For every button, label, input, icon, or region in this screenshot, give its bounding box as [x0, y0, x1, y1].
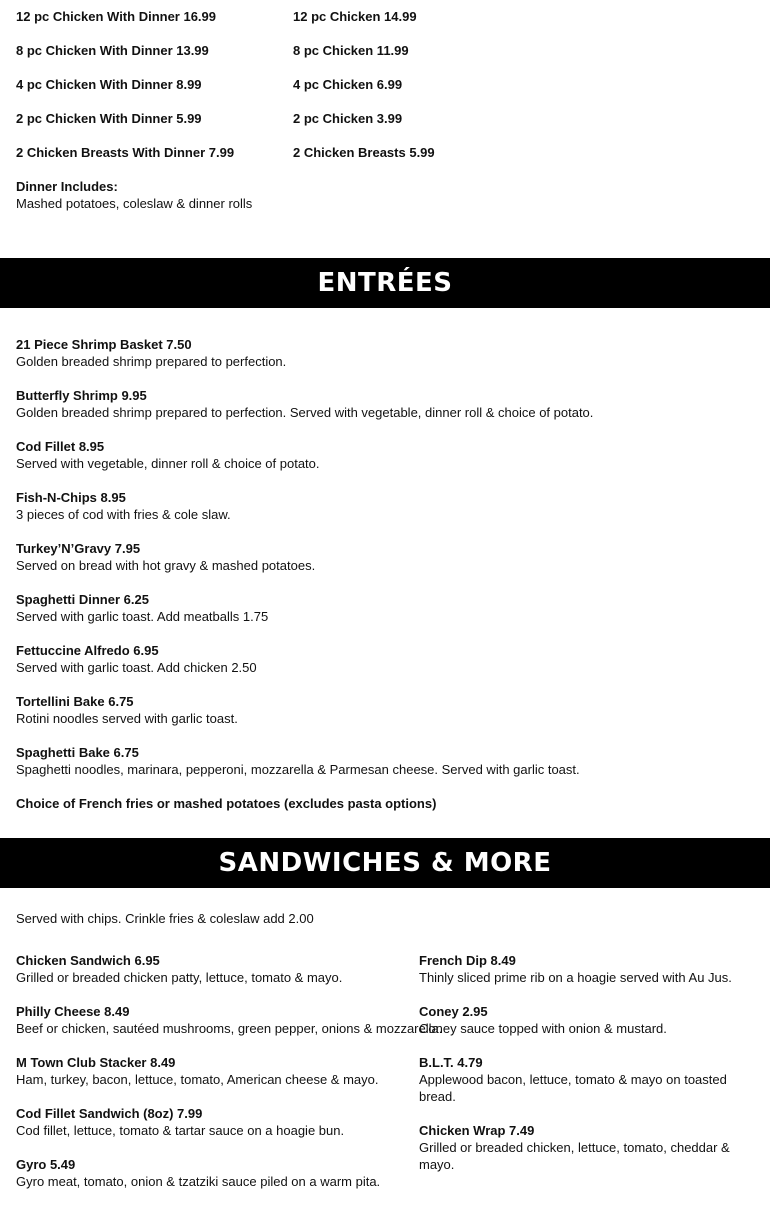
- item-title: Spaghetti Bake 6.75: [16, 745, 139, 760]
- item-title: M Town Club Stacker 8.49: [16, 1055, 176, 1070]
- item-description: Beef or chicken, sautéed mushrooms, green pepper, onions & mozzarella.: [16, 1021, 443, 1036]
- item-title: Butterfly Shrimp 9.95: [16, 388, 147, 403]
- dinner-includes-label: Dinner Includes:: [16, 179, 118, 194]
- menu-item: [293, 144, 543, 178]
- item-title: 2 Chicken Breasts With Dinner 7.99: [16, 145, 235, 160]
- item-description: Spaghetti noodles, marinara, pepperoni, mozzarella & Parmesan cheese. Served with garlic toast.: [16, 762, 580, 777]
- menu-item: [16, 489, 756, 540]
- menu-item: [419, 1122, 759, 1173]
- item-description: Golden breaded shrimp prepared to perfection.: [16, 354, 287, 369]
- menu-item: [293, 110, 543, 144]
- menu-item: [16, 1003, 486, 1054]
- menu-item: [16, 952, 486, 1003]
- dinner-includes-text: Mashed potatoes, coleslaw & dinner rolls: [16, 196, 253, 211]
- menu-item: [419, 1003, 759, 1037]
- item-title: 4 pc Chicken With Dinner 8.99: [16, 77, 202, 92]
- menu-item: [16, 591, 756, 642]
- menu-item: [16, 744, 756, 795]
- item-title: Cod Fillet 8.95: [16, 439, 105, 454]
- item-title: Chicken Sandwich 6.95: [16, 953, 160, 968]
- item-title: 21 Piece Shrimp Basket 7.50: [16, 337, 192, 352]
- item-title: Coney 2.95: [419, 1004, 488, 1019]
- item-description: Golden breaded shrimp prepared to perfection. Served with vegetable, dinner roll & choice of potato.: [16, 405, 594, 420]
- menu-item: [16, 144, 266, 178]
- menu-item: [419, 1054, 759, 1105]
- menu-item: [16, 1054, 486, 1105]
- item-title: Cod Fillet Sandwich (8oz) 7.99: [16, 1106, 203, 1121]
- item-title: 8 pc Chicken With Dinner 13.99: [16, 43, 209, 58]
- item-title: B.L.T. 4.79: [419, 1055, 483, 1070]
- sandwiches-heading: SANDWICHES & MORE: [0, 838, 770, 888]
- item-description: Served with garlic toast. Add meatballs 1.75: [16, 609, 269, 624]
- entrees-note: Choice of French fries or mashed potatoes (excludes pasta options): [16, 796, 437, 811]
- item-description: Thinly sliced prime rib on a hoagie served with Au Jus.: [419, 970, 732, 985]
- menu-item: [293, 76, 543, 110]
- menu-item: [16, 42, 266, 76]
- menu-item: [16, 110, 266, 144]
- item-description: Served with garlic toast. Add chicken 2.50: [16, 660, 257, 675]
- item-title: Spaghetti Dinner 6.25: [16, 592, 149, 607]
- menu-item: [293, 42, 543, 76]
- item-description: Applewood bacon, lettuce, tomato & mayo on toasted bread.: [419, 1072, 727, 1104]
- menu-item: [293, 8, 543, 42]
- item-title: Philly Cheese 8.49: [16, 1004, 130, 1019]
- item-description: Grilled or breaded chicken, lettuce, tomato, cheddar & mayo.: [419, 1140, 730, 1172]
- item-title: Turkey’N’Gravy 7.95: [16, 541, 141, 556]
- item-title: 2 pc Chicken With Dinner 5.99: [16, 111, 202, 126]
- item-description: Served on bread with hot gravy & mashed potatoes.: [16, 558, 316, 573]
- item-description: Cod fillet, lettuce, tomato & tartar sauce on a hoagie bun.: [16, 1123, 345, 1138]
- item-description: Served with vegetable, dinner roll & choice of potato.: [16, 456, 320, 471]
- entrees-heading: ENTRÉES: [0, 258, 770, 308]
- menu-item: [16, 540, 756, 591]
- dinner-includes: [16, 178, 256, 212]
- entrees-list: [16, 336, 756, 812]
- item-title: 12 pc Chicken 14.99: [293, 9, 417, 24]
- item-title: Fettuccine Alfredo 6.95: [16, 643, 159, 658]
- item-title: 2 Chicken Breasts 5.99: [293, 145, 435, 160]
- item-description: Grilled or breaded chicken patty, lettuce, tomato & mayo.: [16, 970, 343, 985]
- sandwiches-right-column: [419, 952, 759, 1190]
- chicken-dinner-column: [16, 8, 266, 212]
- menu-item: [16, 76, 266, 110]
- menu-item: [16, 387, 756, 438]
- item-description: Ham, turkey, bacon, lettuce, tomato, American cheese & mayo.: [16, 1072, 379, 1087]
- sandwiches-left-column: [16, 952, 486, 1207]
- item-title: French Dip 8.49: [419, 953, 516, 968]
- menu-item: [16, 1156, 486, 1207]
- menu-item: [16, 8, 266, 42]
- menu-item: [16, 693, 756, 744]
- item-title: Gyro 5.49: [16, 1157, 76, 1172]
- item-title: 2 pc Chicken 3.99: [293, 111, 403, 126]
- menu-item: [16, 336, 756, 387]
- item-title: 12 pc Chicken With Dinner 16.99: [16, 9, 217, 24]
- menu-item: [419, 952, 759, 986]
- item-description: Coney sauce topped with onion & mustard.: [419, 1021, 667, 1036]
- item-description: Rotini noodles served with garlic toast.: [16, 711, 238, 726]
- sandwiches-intro: Served with chips. Crinkle fries & coleslaw add 2.00: [16, 911, 314, 926]
- item-title: Fish-N-Chips 8.95: [16, 490, 126, 505]
- item-description: Gyro meat, tomato, onion & tzatziki sauce piled on a warm pita.: [16, 1174, 381, 1189]
- menu-item: [16, 642, 756, 693]
- item-title: 4 pc Chicken 6.99: [293, 77, 403, 92]
- item-title: 8 pc Chicken 11.99: [293, 43, 409, 58]
- menu-item: [16, 438, 756, 489]
- item-description: 3 pieces of cod with fries & cole slaw.: [16, 507, 231, 522]
- item-title: Tortellini Bake 6.75: [16, 694, 134, 709]
- item-title: Chicken Wrap 7.49: [419, 1123, 535, 1138]
- menu-item: [16, 1105, 486, 1156]
- chicken-plain-column: [293, 8, 543, 178]
